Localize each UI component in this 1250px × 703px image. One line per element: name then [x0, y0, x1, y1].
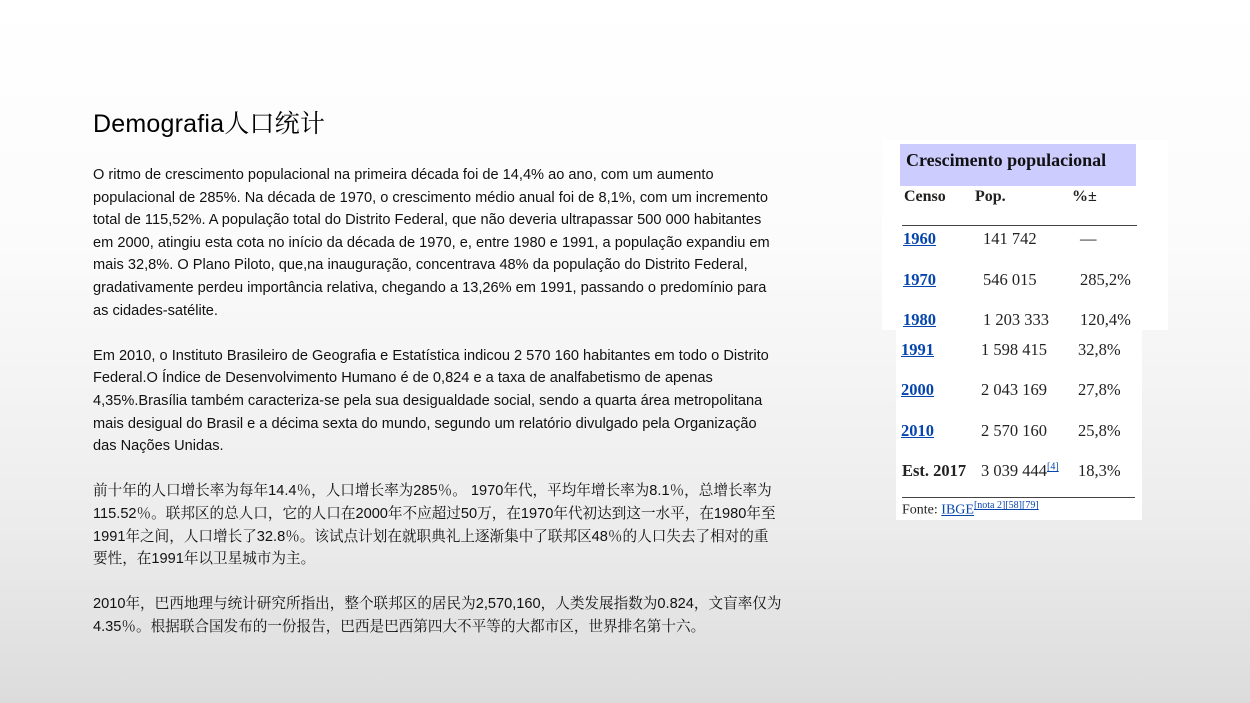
page-title: Demografia人口统计	[93, 110, 326, 138]
population-cell: 546 015	[983, 270, 1037, 289]
change-cell: 27,8%	[1078, 380, 1121, 399]
paragraph-zh-2: 2010年，巴西地理与统计研究所指出，整个联邦区的居民为2,570,160，人类发展指数为0.824，文盲率仅为4.35％。根据联合国发布的一份报告，巴西是巴西第四大不平等的大都市区，世界排名第十六。	[93, 596, 782, 635]
census-year-link[interactable]: 1970	[903, 270, 936, 289]
census-year-link[interactable]: 2000	[901, 380, 934, 399]
change-cell: 120,4%	[1080, 310, 1131, 329]
paragraph-zh-1: 前十年的人口增长率为每年14.4％，人口增长率为285％。 1970年代，平均年增长率为8.1％，总增长率为115.52％。联邦区的总人口，它的人口在2000年不应超过50万，在1970年代初达到这一水平，在1980年至1991年之间，人口增长了32.8％。该试点计划在就职典礼上逐渐集中了联邦区48％的人口失去了相对的重要性，在1991年以卫星城市为主。	[93, 483, 776, 568]
change-cell: 285,2%	[1080, 270, 1131, 289]
column-header-censo: Censo	[904, 188, 946, 205]
population-cell: 1 203 333	[983, 310, 1049, 329]
footer-divider	[902, 497, 1135, 498]
reference-link[interactable]: [4]	[1047, 461, 1059, 473]
census-year-link[interactable]: 2010	[901, 421, 934, 440]
table-row	[882, 421, 1168, 445]
source-link[interactable]: IBGE	[941, 502, 974, 518]
paragraph-pt-2: Em 2010, o Instituto Brasileiro de Geografia e Estatística indicou 2 570 160 habitantes em todo o Distrito Federal.O Índice de Desenvolvimento Humano é de 0,824 e a taxa de analfabetismo de apenas 4,35%.Brasília também caracteriza-se pela sua desigualdade social, sendo a quarta área metropolitana mais desigual do Brasil e a décima sexta do mundo, segundo um relatório divulgado pela Organização das Nações Unidas.	[93, 347, 769, 455]
column-header-pop: Pop.	[975, 188, 1006, 205]
population-cell: 2 570 160	[981, 421, 1047, 440]
table-row	[882, 229, 1168, 253]
paragraph-pt-1: O ritmo de crescimento populacional na primeira década foi de 14,4% ao ano, com um aumento populacional de 285%. Na década de 1970, o crescimento médio anual foi de 8,1%, com um incremento total de 115,52%. A população total do Distrito Federal, que não deveria ultrapassar 500 000 habitantes em 2000, atingiu esta cota no início da década de 1970, e, entre 1980 e 1991, a população expandiu em mais 32,8%. O Plano Piloto, que,na inauguração, concentrava 48% da população do Distrito Federal, gradativamente perdeu importância relativa, chegando a 13,26% em 1991, passando o predomínio para as cidades-satélite.	[93, 167, 770, 319]
body-text	[93, 164, 783, 661]
header-divider	[902, 225, 1137, 226]
census-year-link[interactable]: 1991	[901, 340, 934, 359]
change-cell: 25,8%	[1078, 421, 1121, 440]
population-cell: 141 742	[983, 229, 1037, 248]
census-year-link[interactable]: 1960	[903, 229, 936, 248]
census-year-link[interactable]: 1980	[903, 310, 936, 329]
column-header-pct: %±	[1072, 188, 1097, 205]
change-cell: —	[1080, 229, 1097, 248]
table-row	[882, 461, 1168, 485]
census-year-label: Est. 2017	[902, 461, 967, 480]
table-title: Crescimento populacional	[900, 144, 1136, 186]
change-cell: 32,8%	[1078, 340, 1121, 359]
table-row	[882, 310, 1168, 334]
population-growth-table	[882, 140, 1168, 530]
table-row	[882, 340, 1168, 364]
source-label: Fonte:	[902, 502, 942, 518]
population-cell: 2 043 169	[981, 380, 1047, 399]
population-cell: 1 598 415	[981, 340, 1047, 359]
table-source	[902, 500, 1039, 519]
reference-link[interactable]: [nota 2][58][79]	[973, 500, 1039, 511]
change-cell: 18,3%	[1078, 461, 1121, 480]
table-row	[882, 270, 1168, 294]
population-cell: 3 039 444[4]	[981, 461, 1059, 480]
table-row	[882, 380, 1168, 404]
